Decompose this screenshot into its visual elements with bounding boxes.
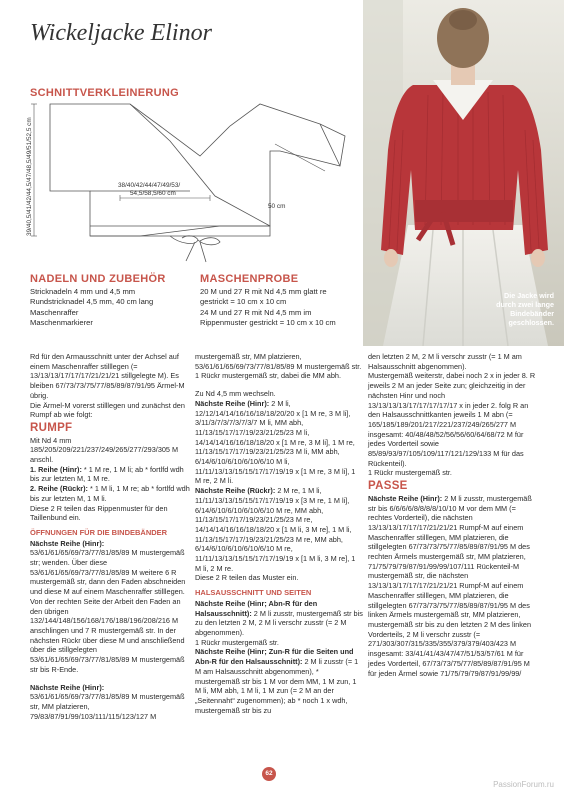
paragraph: 1 Rückr mustergemäß str. [195,637,279,647]
passe-heading: PASSE [368,480,408,493]
maschenprobe-line: gestrickt = 10 cm x 10 cm [200,297,287,307]
row-text: 2 M li zusstr (= 1 M am Halsausschnitt abgenommen), * mustergemäß str bis 1 M vor dem MM, 1 M zun, 1 M li, MM abh, 1 M li, 1 M zun (= 2 M an der „Seitennaht“ zugenommen); ab * noch 1 x wdh, mustergemäß str bis zu [195,657,359,715]
paragraph: Mit Nd 4 mm 185/205/209/221/237/249/265/277/293/305 M anschl. [30,435,179,465]
nadeln-list [30,287,153,328]
maschenprobe-line: 24 M und 27 R mit Nd 4,5 mm im [200,307,312,317]
paragraph [368,494,536,678]
paragraph [30,539,190,597]
photo-caption [446,291,554,327]
paragraph: mustergemäß str, MM platzieren, 53/61/61/65/69/73/77/81/85/89 M mustergemäß str. [195,352,362,371]
caption-line: Die Jacke wird [504,291,554,300]
row-label: Nächste Reihe (Hinr): [30,538,105,548]
halsausschnitt-heading: HALSAUSSCHNITT UND SEITEN [195,588,312,598]
watermark: PassionForum.ru [493,780,554,789]
paragraph: Von der rechten Seite der Arbeit den Faden an den übrigen 132/144/148/156/168/176/188/196/208/216 M anschlingen und 7 R mustergemäß str. In der nächsten Rückr über diese M und anschließend über die stillgelegten 53/61/61/65/69/73/77/81/85/89 M mustergemäß str bis R-Ende. [30,596,185,674]
row-label: Nächste Reihe (Hinr): [368,493,443,503]
caption-line: geschlossen. [508,318,554,327]
paragraph: Diese 2 R teilen das Muster ein. [195,573,299,583]
text-column-2 [195,352,363,715]
nadeln-line: Maschenraffer [30,307,79,317]
row-text: 2 M li zusstr, mustergemäß str bis 6/6/6/6/8/8/8/8/10/10 M vor dem MM (= rechtes Vorderteil), die nächsten 13/13/13/17/17/17/21/21/21 Rumpf-M auf einem Maschenraffer stilllegen, MM platzieren, die stillgelegten 67/73/73/75/77/85/89/87/91/95 M des rechten Ärmels mustergemäß str, MM platzieren, 71/75/79/79/87/91/99/99/107/111 Rückenteil-M mustergemäß str, die nächsten 13/13/13/17/17/17/21/21/21 Rumpf-M auf einem Maschenraffer stilllegen, MM platzieren, die stillgelegten 67/73/73/75/77/85/89/87/91/95 M des linken Ärmels mustergemäß str, MM platzieren, mustergemäß str bis zu den letzten 2 M des linken Vorderteils, 2 M li verschr zusstr (= 271/303/307/315/335/355/379/379/403/423 M insgesamt: 33/41/41/43/47/47/51/53/57/61 M für jedes Vorderteil, 67/73/73/75/77/85/89/87/91/95 M für jeden Ärmel sowie 71/75/79/79/87/91/99/99/ [368,493,532,678]
row-text: 53/61/61/65/69/73/77/81/85/89 M mustergemäß str, MM platzieren, 79/83/87/91/99/103/111/115/123/127 M [30,692,185,721]
text-column-3 [368,352,536,678]
row-label: Nächste Reihe (Hinr; Abn-R für den Halsausschnitt): [195,598,318,618]
page-number: 62 [262,767,276,781]
paragraph [30,465,190,484]
paragraph: Zu Nd 4,5 mm wechseln. [195,389,276,399]
paragraph: Die Ärmel-M vorerst stilllegen und zunächst den Rumpf ab wie folgt: [30,400,185,420]
maschenprobe-list [200,287,336,328]
maschenprobe-heading: MASCHENPROBE [200,273,299,285]
paragraph [195,599,363,638]
row-label: Nächste Reihe (Hinr; Zun-R für die Seiten und Abn-R für den Halsausschnitt): [195,647,354,667]
nadeln-line: Stricknadeln 4 mm und 4,5 mm [30,287,136,296]
paragraph: 1 Rückr mustergemäß str. [368,468,452,478]
row-label: Nächste Reihe (Hinr): [195,398,270,408]
row-label: Nächste Reihe (Hinr): [30,682,105,692]
row-text: 2 M li zusstr, mustergemäß str bis zu den letzten 2 M, 2 M li verschr zusstr (= 2 M abgenommen). [195,608,363,637]
paragraph: Diese 2 R teilen das Rippenmuster für den Taillenbund ein. [30,503,168,523]
height-dimension-label: 39/40,5/41/42/44,5/47/48,5/49/51/52,5 cm [26,117,33,236]
row-label: 2. Reihe (Rückr): [30,484,88,494]
schnitt-heading: SCHNITTVERKLEINERUNG [30,87,180,99]
row-label: 1. Reihe (Hinr): [30,464,82,474]
garment-schematic [20,96,360,266]
rumpf-heading: RUMPF [30,421,73,434]
text-column-1 [30,352,190,721]
paragraph: 1 Rückr mustergemäß str, dabei die MM abh. [195,371,341,381]
paragraph: Rd für den Armausschnitt unter der Achsel auf einem Maschenraffer stilllegen (= 13/13/13/17/17/17/21/21/21 stillgelegte M). Es bleiben 67/73/73/75/77/85/89/87/91/95 Ärmel-M übrig. [30,352,185,400]
row-text: 53/61/61/65/69/73/77/81/85/89 M mustergemäß str; wenden. Über diese 53/61/61/65/69/73/77/81/85/89 M weitere 6 R mustergemäß str, dann den Faden abschneiden und diese M auf einem Maschenraffer stilllegen. [30,548,186,597]
oeffnungen-heading: ÖFFNUNGEN FÜR DIE BINDEBÄNDER [30,527,168,537]
row-label: Nächste Reihe (Rückr): [195,486,276,496]
paragraph [30,484,190,503]
width-dimension-label-2: 54,5/58,5/60 cm [130,190,176,197]
paragraph [195,399,363,486]
sleeve-length-label: 50 cm [268,203,286,210]
row-text: 2 M re, 1 M li, 11/11/13/13/15/15/17/17/19/19 x [3 M re, 1 M li], 6/14/6/10/6/10/6/10/6/10 M re, MM abh, 11/13/15/17/17/19/23/21/25/23 M re, 14/14/14/16/16/18/18/20 x [1 M li, 3 M re], 1 M li, 11/13/15/17/17/19/23/21/25/23 M re, MM abh, 6/14/6/10/6/10/6/10/6/10 M re, 11/11/13/13/15/15/17/17/19/19 x [1 M li, 3 M re], 1 M li, 2 M re. [195,486,356,573]
maschenprobe-line: Rippenmuster gestrickt = 10 cm x 10 cm [200,317,336,327]
width-dimension-label-1: 38/40/42/44/47/49/53/ [118,182,181,189]
caption-line: Bindebänder [510,309,554,318]
paragraph: Mustergemäß weiterstr, dabei noch 2 x in jeder 8. R jeweils 2 M an jeder Seite zun; gleichzeitig in der nächsten Hinr und noch 13/13/13/13/17/17/17/17/17 x in jeder 2. folg R an den Halsausschnittkanten jeweils 1 M abn (= 165/185/189/201/217/221/237/249/265/277 M insgesamt: 40/48/48/52/56/56/60/64/68/72 M für jedes Vorderteil sowie 85/89/93/97/105/109/117/121/129/133 M für das Rückenteil). [368,371,536,468]
caption-line: durch zwei lange [496,300,554,309]
maschenprobe-line: 20 M und 27 R mit Nd 4,5 mm glatt re [200,287,327,296]
row-text: 2 M li, 12/12/14/14/16/16/18/18/20/20 x [1 M re, 3 M li], 3/11/3/7/3/7/3/7/3/7 M li, MM abh, 11/13/15/17/17/19/23/21/25/23 M li, 14/14/14/16/16/18/18/20 x [1 M re, 3 M li], 1 M re, 11/13/15/17/17/19/23/21/25/23 M li, MM abh, 6/14/6/10/6/10/6/10/6/10 M li, 11/11/13/13/15/15/17/17/19/19 x [1 M re, 3 M li], 1 M re, 2 M li. [195,398,356,486]
nadeln-heading: NADELN UND ZUBEHÖR [30,273,166,285]
paragraph [30,683,190,722]
paragraph: den letzten 2 M, 2 M li verschr zusstr (= 1 M am Halsausschnitt abgenommen). [368,352,522,371]
row-text: * 1 M re, 1 M li; ab * fortlfd wdh bis zur letzten M, 1 M re. [30,464,184,484]
paragraph [195,647,363,715]
nadeln-line: Maschenmarkierer [30,317,93,327]
nadeln-line: Rundstricknadel 4,5 mm, 40 cm lang [30,297,154,307]
paragraph [195,486,363,573]
page-title: Wickeljacke Elinor [30,20,212,46]
row-text: * 1 M li, 1 M re; ab * fortlfd wdh bis zur letzten M, 1 M li. [30,484,190,503]
